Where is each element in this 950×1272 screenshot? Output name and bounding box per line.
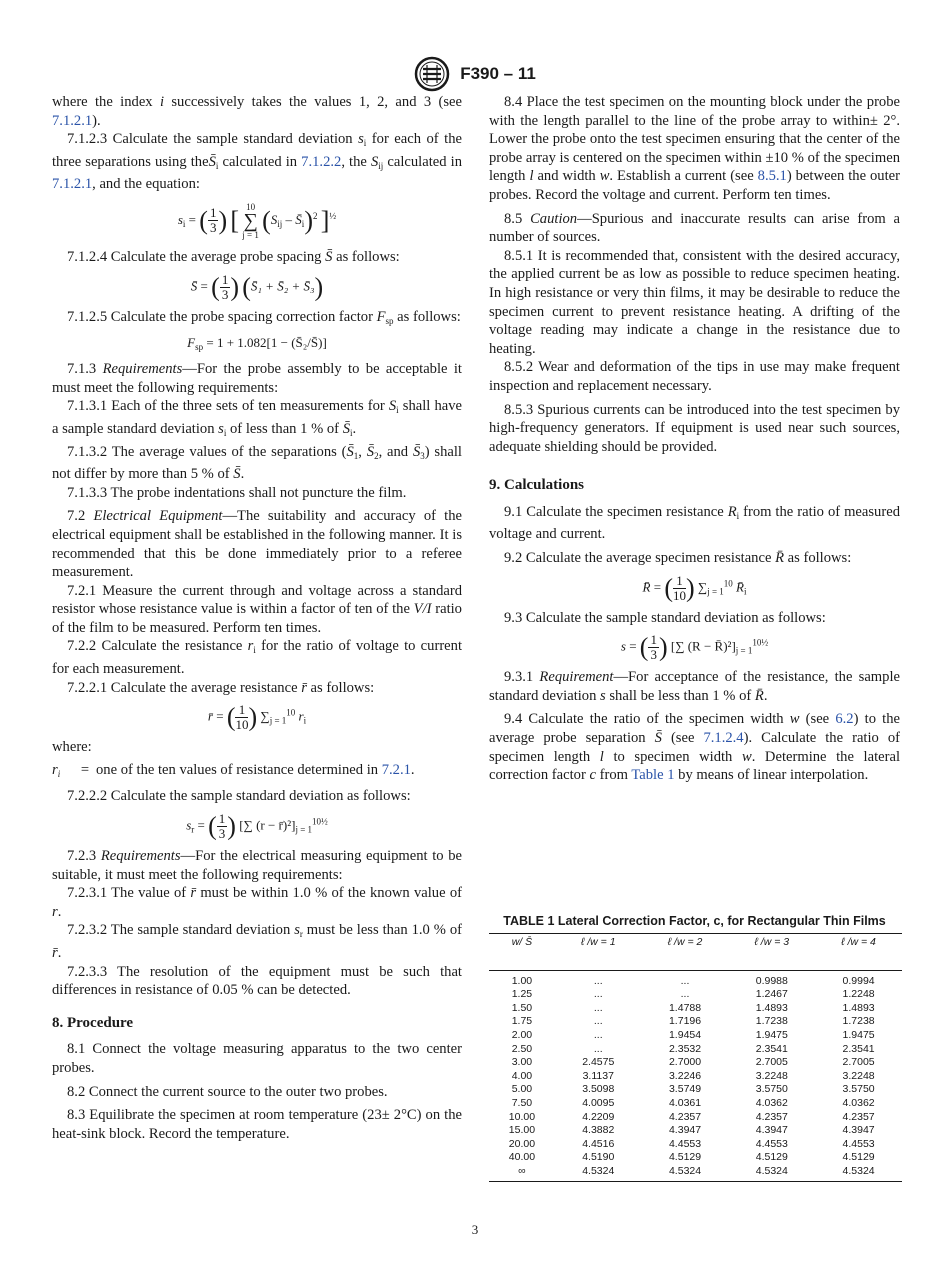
equation-average-spacing: S̄ = ( $\frac{1}{3}$ ) (S̄₁ + S̄₂ + S̄₃)	[190, 271, 324, 302]
table-cell: 2.00	[511, 1028, 533, 1041]
paragraph: 7.1.2.3 Calculate the sample standard deviation $s_i$ for each of the three separations using $theS̄_i$ calculated in 7.1.2.2, the $S_{ij}$ calculated in 7.1.2.1, and the equation:	[52, 131, 462, 193]
paragraph: 7.2.3 Requirements—For the electrical measuring equipment to be suitable, it must meet the following requirements:	[52, 848, 462, 883]
table-cell: 4.4553	[668, 1137, 702, 1150]
table-cell: ...	[593, 1001, 603, 1014]
table-cell: 4.5324	[642, 1165, 729, 1181]
table-row	[489, 1151, 902, 1165]
paragraph: 8.5.1 It is recommended that, consistent with the desired accuracy, the applied current be as low as possible to reduce specimen heating. In high resistance or very thin films, it may be desirable to reduce the specimen current to prevent resistance heating. A drifting of the voltage reading may indicate a change in the resistance due to heating.	[489, 247, 900, 357]
table-cell: 15.00	[508, 1124, 536, 1137]
table-row	[489, 1015, 902, 1029]
table-cell: 4.2209	[582, 1110, 615, 1123]
table-cell: 4.2357	[842, 1110, 875, 1123]
table-cell: 4.3947	[755, 1124, 788, 1137]
table-cell: 4.4553	[842, 1137, 875, 1150]
table-cell: 1.4788	[668, 1001, 702, 1014]
section-link[interactable]: 6.2	[835, 711, 854, 728]
table-cell: 2.50	[511, 1042, 533, 1055]
table-title: TABLE 1 Lateral Correction Factor, c, for Rectangular Thin Films	[503, 914, 886, 928]
table-cell: 4.0362	[842, 1096, 875, 1109]
table-cell: 3.1137	[582, 1069, 614, 1082]
table-cell: ...	[593, 1015, 603, 1028]
paragraph: 7.1.2.4 Calculate the average probe spacing S̄ as follows:	[67, 248, 400, 265]
table-link[interactable]: Table 1	[631, 767, 675, 784]
table-row	[489, 1083, 902, 1097]
table-cell: 4.5129	[668, 1151, 702, 1164]
table-row	[489, 1097, 902, 1111]
paragraph: 8.5 Caution—Spurious and inaccurate results can arise from a number of sources.	[489, 210, 901, 246]
table-cell: 4.5129	[755, 1151, 788, 1164]
table-cell: ...	[593, 988, 603, 1001]
table-cell: 3.00	[511, 1056, 533, 1069]
table-cell: 2.4575	[582, 1056, 615, 1069]
paragraph: 9.4 Calculate the ratio of the specimen width w (see 6.2) to the average probe separation S̄ (see 7.1.2.4). Calculate the ratio of specimen length l to specimen width w. Determine the lateral correction factor c from Table 1 by means of linear interpolation.	[489, 711, 901, 784]
table-cell: 4.0095	[582, 1096, 615, 1109]
table-cell: ...	[593, 974, 603, 987]
table-header-row	[489, 934, 902, 971]
page-header	[0, 56, 950, 92]
astm-logo-icon	[414, 56, 450, 92]
paragraph: 8.1 Connect the voltage measuring apparatus to the two center probes.	[52, 1041, 462, 1076]
table-cell: 0.9994	[842, 974, 875, 987]
table-cell: 5.00	[511, 1083, 533, 1096]
table-row	[489, 1029, 902, 1043]
paragraph: 9.1 Calculate the specimen resistance $R_i$ from the ratio of measured voltage and current.	[489, 503, 900, 543]
table-cell: 1.9475	[755, 1028, 788, 1041]
table-cell: 7.50	[511, 1096, 533, 1109]
table-cell: 3.2248	[842, 1069, 875, 1082]
table-cell: 1.9454	[668, 1028, 702, 1041]
table-row	[489, 1138, 902, 1152]
paragraph: 9.2 Calculate the average specimen resistance R̄ as follows:	[504, 550, 852, 567]
table-cell: 4.3882	[582, 1124, 615, 1137]
table-cell: 1.7238	[842, 1015, 875, 1028]
table-cell: 3.5749	[668, 1083, 702, 1096]
table-cell: 2.3541	[755, 1042, 788, 1055]
equation-average-resistance: r̄ = ( $\frac{1}{10}$ ) $\sum_{j = 1}^{10}$ $r_i$	[207, 702, 307, 733]
table-cell: 1.2248	[842, 988, 875, 1001]
equation-fsp: $F_{sp} = 1 + 1.082[1$ − (S̄₂/S̄)]	[187, 335, 327, 353]
section-link[interactable]: 7.1.2.1	[52, 176, 93, 193]
section-link[interactable]: 8.5.1	[757, 168, 787, 185]
table-cell: 4.3947	[668, 1124, 702, 1137]
table-cell: 3.5098	[582, 1083, 615, 1096]
table-row	[489, 1056, 902, 1070]
table-cell: 1.4893	[842, 1001, 875, 1014]
table-cell: 3.5750	[842, 1083, 875, 1096]
where-definition: $r_i$ = one of the ten values of resistance determined in 7.2.1.	[52, 761, 415, 779]
paragraph: 8.3 Equilibrate the specimen at room temperature (23± 2°C) on the heat-sink block. Record the temperature.	[52, 1107, 462, 1142]
table-cell: 3.2248	[755, 1069, 788, 1082]
paragraph: 8.2 Connect the current source to the outer two probes.	[67, 1083, 388, 1100]
table-cell: 4.00	[511, 1069, 533, 1082]
paragraph: 7.2.3.3 The resolution of the equipment must be such that differences in resistance of 0.05 % can be detected.	[52, 963, 462, 999]
table-header-cell: w/ S̄	[489, 934, 555, 971]
table-cell: 1.7238	[755, 1015, 788, 1028]
table-cell: ...	[593, 1042, 603, 1055]
paragraph: 7.2.2 Calculate the resistance $r_i$ for the ratio of voltage to current for each measurement.	[52, 638, 463, 678]
table-cell: 1.7196	[668, 1015, 702, 1028]
paragraph: 7.2.1 Measure the current through and voltage across a standard resistor whose resistance value is within a factor of ten of the V/I ratio of the film to be measured. Perform ten times.	[52, 582, 462, 636]
table-cell: 1.25	[511, 988, 533, 1001]
table-cell: ...	[593, 1028, 603, 1041]
section-heading: 8. Procedure	[52, 1014, 134, 1031]
where-label: where:	[52, 739, 92, 756]
paragraph: 7.2.2.1 Calculate the average resistance r̄ as follows:	[67, 679, 375, 696]
paragraph: 7.2.3.1 The value of r̄ must be within 1.0 % of the known value of r.	[52, 885, 462, 920]
table-cell: 4.4553	[755, 1137, 788, 1150]
table-row	[489, 1043, 902, 1057]
paragraph: 7.2.2.2 Calculate the sample standard deviation as follows:	[67, 788, 411, 805]
table-header-cell: ℓ /w = 2	[642, 934, 729, 971]
table-cell: 4.5190	[582, 1151, 615, 1164]
table-row	[489, 1002, 902, 1016]
table-cell: 1.50	[511, 1001, 533, 1014]
table-cell: ∞	[489, 1165, 555, 1181]
table-cell: 0.9988	[755, 974, 788, 987]
table-cell: 20.00	[508, 1137, 536, 1150]
table-header-cell: ℓ /w = 4	[815, 934, 902, 971]
table-row	[489, 1111, 902, 1125]
paragraph: 8.4 Place the test specimen on the mounting block under the probe with the length parallel to the line of the probe array to within± 2°. Lower the probe onto the test specimen ensuring that the center of the probe array is centered on the specimen within ±10 % of the specimen length l and width w. Establish a current (see 8.5.1) between the outer probes. Record the voltage and current. Perform ten times.	[489, 94, 900, 203]
section-link[interactable]: 7.1.2.2	[301, 153, 342, 170]
table-cell: 4.0362	[755, 1096, 788, 1109]
table-cell: 1.9475	[842, 1028, 875, 1041]
table-cell: 4.0361	[668, 1096, 702, 1109]
correction-factor-table	[489, 933, 902, 1182]
paragraph: 8.5.3 Spurious currents can be introduced into the test specimen by high-frequency generators. If equipment is used near such sources, adequate shielding should be provided.	[489, 401, 900, 455]
table-cell: 40.00	[508, 1151, 536, 1164]
paragraph: 9.3 Calculate the sample standard deviation as follows:	[504, 609, 826, 626]
table-cell: ...	[680, 974, 690, 987]
paragraph: 7.1.3.3 The probe indentations shall not puncture the film.	[67, 484, 407, 501]
paragraph: 7.2 Electrical Equipment—The suitability and accuracy of the electrical equipment shall be established in the following manner. It is recommended that this be done immediately prior to a referee measurement.	[52, 508, 463, 581]
section-heading: 9. Calculations	[489, 477, 585, 494]
table-cell: 4.5324	[815, 1165, 902, 1181]
table-cell: 3.2246	[668, 1069, 702, 1082]
equation-si: $s_i$ = ( $\frac{1}{3}$ ) [ 10 ∑ j = 1 ($S_{ij}$ – $S̄_i)^2$ ]$^{\frac{1}{2}}$	[177, 201, 337, 240]
table-cell: 4.5129	[842, 1151, 875, 1164]
standard-designation: F390 – 11	[460, 64, 536, 83]
paragraph: 8.5.2 Wear and deformation of the tips in use may make frequent inspection and replacement necessary.	[489, 359, 900, 394]
equation-sr: $s_r$ = ( $\frac{1}{3}$ ) [∑ $(r - r̄)^2]_{j = 1}^{10\frac{1}{2}}$	[186, 811, 328, 842]
paragraph: 7.1.3 Requirements—For the probe assembly to be acceptable it must meet the following requirements:	[52, 361, 462, 396]
table-cell: 2.7005	[842, 1056, 875, 1069]
table-cell: ...	[680, 988, 690, 1001]
table-cell: 2.7000	[668, 1056, 702, 1069]
table-cell: 2.3532	[668, 1042, 702, 1055]
section-link[interactable]: 7.1.2.1	[52, 112, 93, 129]
section-link[interactable]: 7.2.1	[381, 761, 411, 778]
paragraph: 7.2.3.2 The sample standard deviation $s_r$ must be less than 1.0 % of r̄.	[52, 922, 462, 961]
table-cell: 3.5750	[755, 1083, 788, 1096]
table-cell: 1.75	[511, 1015, 533, 1028]
table-cell: 2.7005	[755, 1056, 788, 1069]
table-cell: 4.3947	[842, 1124, 875, 1137]
table-cell: 4.4516	[582, 1137, 615, 1150]
paragraph: 7.1.3.1 Each of the three sets of ten measurements for $S_i$ shall have a sample standard deviation $s_i$ of less than 1 % of $S̄_i$.	[52, 398, 462, 438]
table-header-cell: ℓ /w = 1	[555, 934, 642, 971]
table-cell: 2.3541	[842, 1042, 875, 1055]
table-row	[489, 1124, 902, 1138]
table-cell: 4.5324	[555, 1165, 642, 1181]
table-cell: 1.4893	[755, 1001, 788, 1014]
paragraph: 9.3.1 Requirement—For acceptance of the resistance, the sample standard deviation s shall be less than 1 % of R̄.	[489, 669, 900, 704]
equation-s: s = ( $\frac{1}{3}$ ) [∑ $(R - R̄)^2]_{j = 1}^{10\frac{1}{2}}$	[620, 632, 769, 663]
table-cell: 4.2357	[755, 1110, 788, 1123]
left-column	[52, 93, 462, 1143]
table-cell: 4.2357	[668, 1110, 702, 1123]
table-cell: 10.00	[508, 1110, 536, 1123]
right-column	[489, 93, 900, 785]
table-row	[489, 1070, 902, 1084]
table-cell: 1.2467	[755, 988, 788, 1001]
table-row	[489, 970, 902, 988]
paragraph: 7.1.3.2 The average values of the separations ($S̄_1$, $S̄_2$, and $S̄_3$) shall not differ by more than 5 % of S̄.	[52, 443, 462, 483]
table-header-cell: ℓ /w = 3	[728, 934, 815, 971]
table-cell: 4.5324	[728, 1165, 815, 1181]
paragraph: 7.1.2.5 Calculate the probe spacing correction factor $F_{sp}$ as follows:	[67, 308, 461, 326]
table-row	[489, 1165, 902, 1181]
page-number: 3	[471, 1222, 479, 1237]
section-link[interactable]: 7.1.2.4	[703, 730, 744, 747]
equation-average-specimen-resistance: R̄ = ( $\frac{1}{10}$ ) $\sum_{j = 1}^{10}$ $R̄_i$	[642, 572, 747, 603]
paragraph: where the index i successively takes the values 1, 2, and 3 (see 7.1.2.1).	[52, 94, 462, 129]
table-row	[489, 988, 902, 1002]
table-cell: 1.00	[511, 974, 533, 987]
